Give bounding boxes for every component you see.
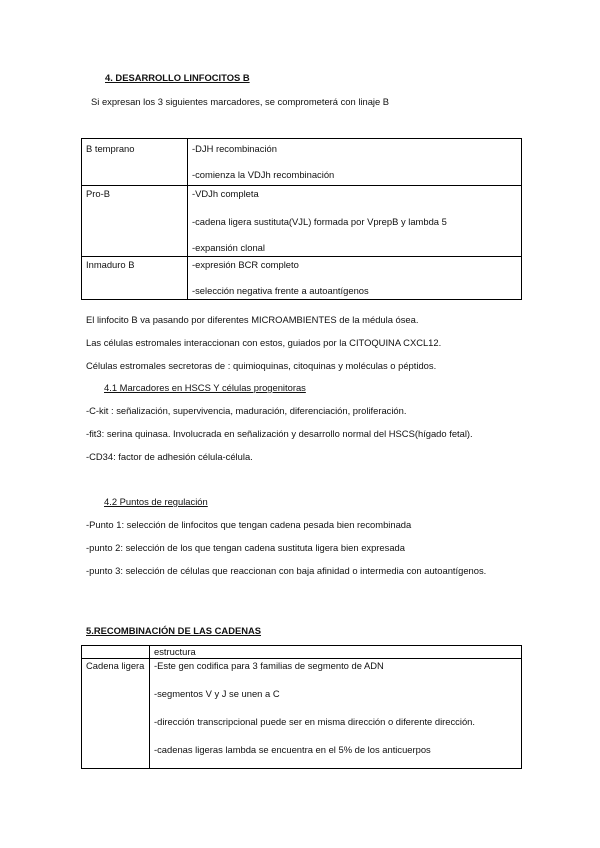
paragraph: El linfocito B va pasando por diferentes MICROAMBIENTES de la médula ósea. — [86, 314, 419, 325]
list-item: -comienza la VDJh recombinación — [192, 169, 335, 180]
table-row — [82, 659, 522, 769]
section-4-heading: 4. DESARROLLO LINFOCITOS B — [105, 72, 250, 83]
stage-events-cell — [188, 257, 522, 300]
structure-cell — [150, 659, 522, 769]
list-item: -VDJh completa — [192, 188, 259, 199]
subsection-4-1-heading: 4.1 Marcadores en HSCS Y células progenitoras — [104, 382, 306, 393]
list-item: -segmentos V y J se unen a C — [154, 688, 280, 699]
list-item: -DJH recombinación — [192, 143, 277, 154]
column-header: estructura — [150, 646, 522, 659]
list-item: -punto 3: selección de células que reaccionan con baja afinidad o intermedia con autoantígenos. — [86, 565, 487, 576]
table-row — [82, 139, 522, 186]
section-4-intro: Si expresan los 3 siguientes marcadores, se comprometerá con linaje B — [91, 96, 390, 107]
light-chain-table — [81, 645, 522, 769]
list-item: -expansión clonal — [192, 242, 265, 253]
list-item: -dirección transcripcional puede ser en misma dirección o diferente dirección. — [154, 716, 475, 727]
list-item: -cadenas ligeras lambda se encuentra en el 5% de los anticuerpos — [154, 744, 431, 755]
stage-events-cell — [188, 139, 522, 186]
stage-cell: Inmaduro B — [82, 257, 188, 300]
list-item: -selección negativa frente a autoantígenos — [192, 285, 369, 296]
list-item: -expresión BCR completo — [192, 259, 299, 270]
list-item: -cadena ligera sustituta(VJL) formada por VprepB y lambda 5 — [192, 216, 447, 227]
stage-cell: B temprano — [82, 139, 188, 186]
table-row — [82, 257, 522, 300]
table-row — [82, 186, 522, 257]
list-item: -C-kit : señalización, supervivencia, maduración, diferenciación, proliferación. — [86, 405, 407, 416]
b-cell-stages-table — [81, 138, 522, 300]
list-item: -Este gen codifica para 3 familias de segmento de ADN — [154, 660, 384, 671]
list-item: -Punto 1: selección de linfocitos que tengan cadena pesada bien recombinada — [86, 519, 412, 530]
section-5-heading: 5.RECOMBINACIÓN DE LAS CADENAS — [86, 625, 262, 636]
table-row — [82, 646, 522, 659]
row-label-cell: Cadena ligera — [82, 659, 150, 769]
paragraph: Las células estromales interaccionan con estos, guiados por la CITOQUINA CXCL12. — [86, 337, 442, 348]
list-item: -CD34: factor de adhesión célula-célula. — [86, 451, 253, 462]
stage-events-cell — [188, 186, 522, 257]
paragraph: Células estromales secretoras de : quimioquinas, citoquinas y moléculas o péptidos. — [86, 360, 437, 371]
header-empty-cell — [82, 646, 150, 659]
subsection-4-2-heading: 4.2 Puntos de regulación — [104, 496, 208, 507]
list-item: -punto 2: selección de los que tengan cadena sustituta ligera bien expresada — [86, 542, 405, 553]
stage-cell: Pro-B — [82, 186, 188, 257]
list-item: -fit3: serina quinasa. Involucrada en señalización y desarrollo normal del HSCS(hígado fetal). — [86, 428, 473, 439]
